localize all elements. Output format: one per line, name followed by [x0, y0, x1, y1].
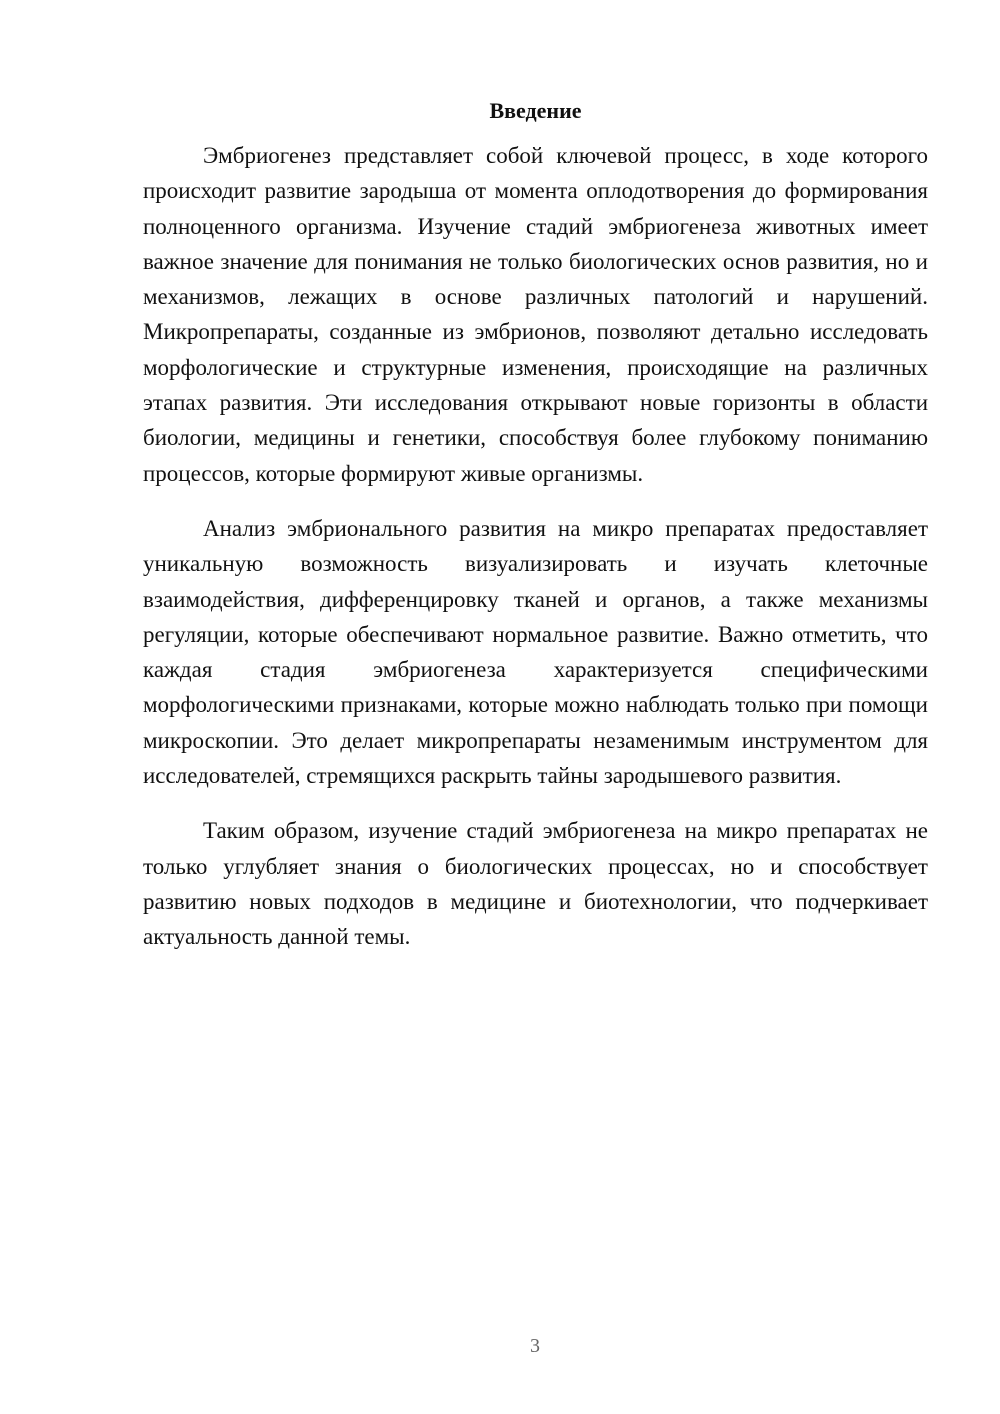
page-content	[143, 96, 928, 975]
paragraph-3: Таким образом, изучение стадий эмбриогенеза на микро препаратах не только углубляет знания о биологических процессах, но и способствует развитию новых подходов в медицине и биотехнологии, что подчеркивает актуальность данной темы.	[143, 818, 928, 950]
paragraph-2: Анализ эмбрионального развития на микро препаратах предоставляет уникальную возможность визуализировать и изучать клеточные взаимодействия, дифференцировку тканей и органов, а также механизмы регуляции, которые обеспечивают нормальное развитие. Важно отметить, что каждая стадия эмбриогенеза характеризуется специфическими морфологическими признаками, которые можно наблюдать только при помощи микроскопии. Это делает микропрепараты незаменимым инструментом для исследователей, стремящихся раскрыть тайны зародышевого развития.	[143, 515, 928, 789]
section-title: Введение	[489, 98, 582, 123]
page-number: 3	[530, 1335, 540, 1357]
paragraph-1: Эмбриогенез представляет собой ключевой процесс, в ходе которого происходит развитие зародыша от момента оплодотворения до формирования полноценного организма. Изучение стадий эмбриогенеза животных имеет важное значение для понимания не только биологических основ развития, но и механизмов, лежащих в основе различных патологий и нарушений. Микропрепараты, созданные из эмбрионов, позволяют детально исследовать морфологические и структурные изменения, происходящие на различных этапах развития. Эти исследования открывают новые горизонты в области биологии, медицины и генетики, способствуя более глубокому пониманию процессов, которые формируют живые организмы.	[143, 143, 928, 486]
